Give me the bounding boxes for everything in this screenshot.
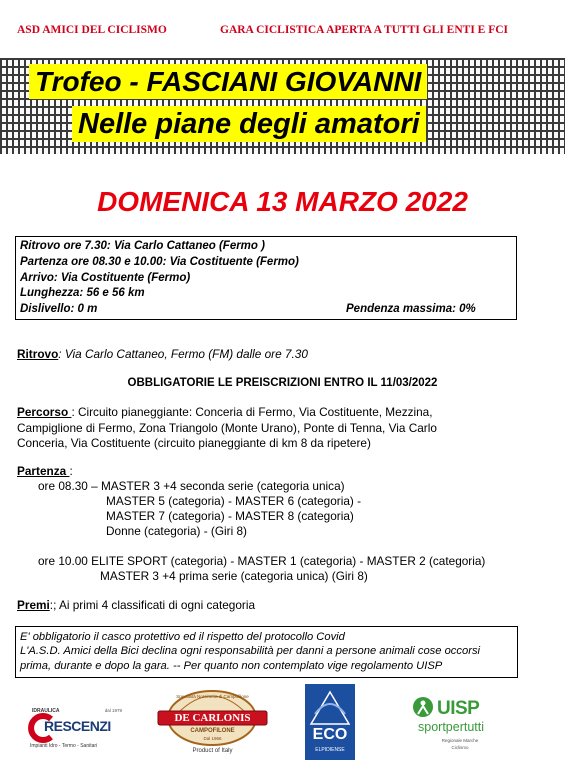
title-subtitle: Nelle piane degli amatori	[72, 106, 426, 142]
crescenzi-logo	[26, 708, 126, 754]
partenza-colon: :	[69, 464, 73, 478]
ritrovo-text: : Via Carlo Cattaneo, Fermo (FM) dalle ore 7.30	[58, 347, 308, 361]
eco-name: ECO	[312, 726, 348, 743]
premi-label: Premi	[17, 598, 50, 612]
partenza-line-4: ore 10.00 ELITE SPORT (categoria) - MASTER 1 (categoria) - MASTER 2 (categoria)	[38, 554, 486, 568]
note-line3: prima, durante e dopo la gara. -- Per quanto non contemplato vige regolamento UISP	[20, 659, 443, 672]
uisp-region: Regionale Marche	[441, 738, 479, 743]
uisp-name: UISP	[437, 698, 480, 719]
premi-line	[17, 598, 255, 614]
partenza-line-3: Donne (categoria) - (Giri 8)	[106, 524, 247, 538]
event-date: DOMENICA 13 MARZO 2022	[97, 186, 468, 217]
info-dislivello: Dislivello: 0 m	[20, 303, 98, 316]
note-line1: E' obbligatorio il casco protettivo ed il rispetto del protocollo Covid	[20, 631, 345, 643]
disclaimer-box	[15, 626, 518, 678]
percorso-line2: Campiglione di Fermo, Zona Triangolo (Monte Urano), Ponte di Tenna, Via Carlo	[17, 420, 437, 435]
eco-logo	[305, 684, 355, 760]
ritrovo-label: Ritrovo	[17, 347, 59, 361]
info-lunghezza: Lunghezza: 56 e 56 km	[20, 287, 145, 300]
info-pendenza: Pendenza massima: 0%	[346, 303, 476, 316]
race-type: GARA CICLISTICA APERTA A TUTTI GLI ENTI E FCI	[220, 24, 509, 36]
uisp-logo	[410, 696, 510, 758]
partenza-line-0: ore 08.30 – MASTER 3 +4 seconda serie (categoria unica)	[38, 479, 345, 493]
info-arrivo: Arrivo: Via Costituente (Fermo)	[20, 271, 191, 284]
info-partenza: Partenza ore 08.30 e 10.00: Via Costituente (Fermo)	[20, 255, 299, 268]
crescenzi-sub: Impianti Idro - Termo - Sanitari	[30, 743, 98, 749]
decarlonis-arc-text: Specialità Norcineria di Campofilone	[176, 694, 249, 699]
title-trofeo: Trofeo - FASCIANI GIOVANNI	[29, 64, 427, 99]
premi-text: :; Ai primi 4 classificati di ogni categoria	[49, 598, 256, 612]
partenza-line-2: MASTER 7 (categoria) - MASTER 8 (categoria)	[106, 509, 354, 523]
percorso-block	[17, 405, 437, 452]
crescenzi-since: dal 1979	[104, 708, 122, 713]
info-box	[15, 236, 517, 320]
info-dislivello-row	[20, 302, 512, 318]
decarlonis-sub: Product of Italy	[192, 748, 233, 754]
preregistration-notice: OBBLIGATORIE LE PREISCRIZIONI ENTRO IL 11/03/2022	[127, 377, 438, 389]
partenza-heading	[17, 464, 73, 480]
percorso-label: Percorso	[17, 405, 72, 419]
uisp-figure-icon	[412, 696, 434, 718]
info-ritrovo: Ritrovo ore 7.30: Via Carlo Cattaneo (Fermo )	[20, 240, 265, 252]
decarlonis-logo	[155, 684, 270, 764]
ritrovo-line	[17, 347, 308, 363]
eco-sub: ELPIDIENSE	[315, 747, 345, 753]
partenza-line-5: MASTER 3 +4 prima serie (categoria unica) (Giri 8)	[100, 569, 368, 583]
uisp-area: Ciclismo	[451, 745, 469, 750]
uisp-sub: sportpertutti	[418, 720, 485, 734]
partenza-line-1: MASTER 5 (categoria) - MASTER 6 (categoria) -	[106, 494, 362, 508]
partenza-label: Partenza	[17, 464, 70, 478]
decarlonis-name: DE CARLONIS	[174, 712, 251, 724]
decarlonis-place: CAMPOFILONE	[190, 728, 235, 734]
organizer-name: ASD AMICI DEL CICLISMO	[17, 24, 167, 36]
crescenzi-top-text: IDRAULICA	[32, 708, 60, 714]
crescenzi-name: RESCENZI	[44, 718, 111, 734]
note-line2: L'A.S.D. Amici della Bici declina ogni responsabilità per danni a persone animali cose occorsi	[20, 645, 481, 658]
percorso-line1: : Circuito pianeggiante: Conceria di Fermo, Via Costituente, Mezzina,	[71, 405, 433, 419]
percorso-line3: Conceria, Via Costituente (circuito pianeggiante di km 8 da ripetere)	[17, 436, 371, 451]
decarlonis-since: Dal 1966	[203, 736, 222, 741]
